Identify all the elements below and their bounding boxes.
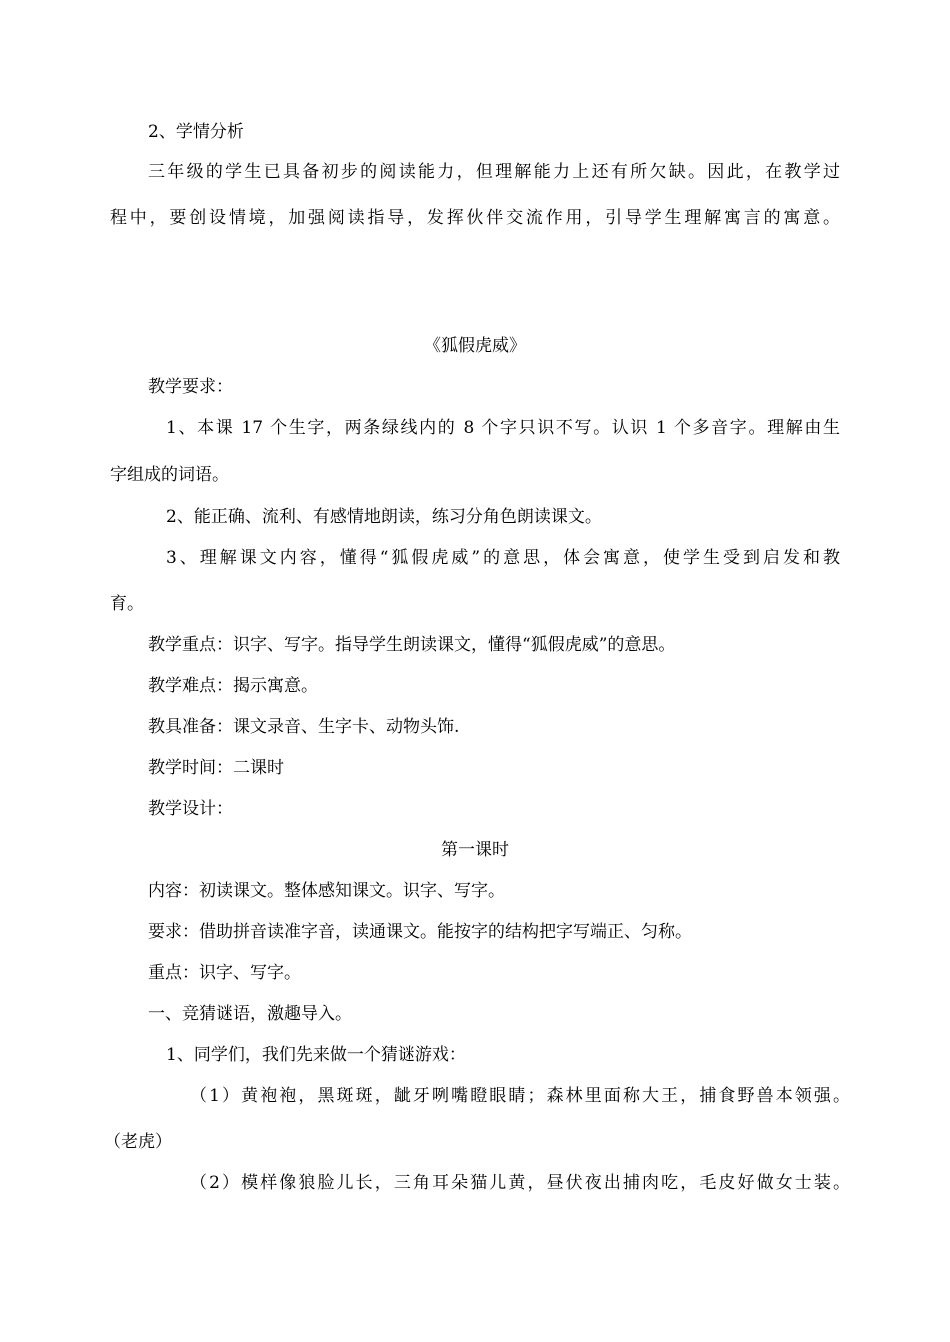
teaching-time: 教学时间：二课时: [148, 758, 284, 778]
requirement-item: 1、本课 17 个生字，两条绿线内的 8 个字只识不写。认识 1 个多音字。理解由生: [166, 418, 840, 438]
period-content: 内容：初读课文。整体感知课文。识字、写字。: [148, 881, 505, 901]
analysis-heading: 2、学情分析: [148, 122, 244, 142]
section-heading: 一、竞猜谜语，激趣导入。: [148, 1004, 352, 1024]
analysis-paragraph-line: 程中，要创设情境，加强阅读指导，发挥伙伴交流作用，引导学生理解寓言的寓意。: [110, 208, 840, 228]
period-requirement: 要求：借助拼音读准字音，读通课文。能按字的结构把字写端正、匀称。: [148, 922, 692, 942]
riddle-answer: （老虎）: [104, 1132, 172, 1152]
requirements-label: 教学要求：: [148, 377, 233, 397]
design-label: 教学设计：: [148, 799, 233, 819]
riddle-item: （1）黄袍袍，黑斑斑，龇牙咧嘴瞪眼睛；森林里面称大王，捕食野兽本领强。: [190, 1086, 850, 1106]
riddle-item: （2）模样像狼脸儿长，三角耳朵猫儿黄，昼伏夜出捕肉吃，毛皮好做女士装。: [190, 1173, 850, 1193]
key-points: 教学重点：识字、写字。指导学生朗读课文，懂得“狐假虎威”的意思。: [148, 635, 676, 655]
difficulty: 教学难点：揭示寓意。: [148, 676, 318, 696]
requirement-item: 2、能正确、流利、有感情地朗读，练习分角色朗读课文。: [166, 507, 602, 527]
step-item: 1、同学们，我们先来做一个猜谜游戏：: [166, 1045, 466, 1065]
requirement-item-continued: 字组成的词语。: [110, 465, 229, 485]
requirement-item-continued: 育。: [110, 594, 144, 614]
analysis-paragraph-line: 三年级的学生已具备初步的阅读能力，但理解能力上还有所欠缺。因此，在教学过: [148, 162, 840, 182]
period-focus: 重点：识字、写字。: [148, 963, 301, 983]
materials: 教具准备：课文录音、生字卡、动物头饰.: [148, 717, 460, 737]
lesson-title: 《狐假虎威》: [424, 336, 526, 356]
requirement-item: 3、理解课文内容，懂得“狐假虎威”的意思，体会寓意，使学生受到启发和教: [166, 548, 840, 568]
first-period-title: 第一课时: [441, 840, 509, 860]
